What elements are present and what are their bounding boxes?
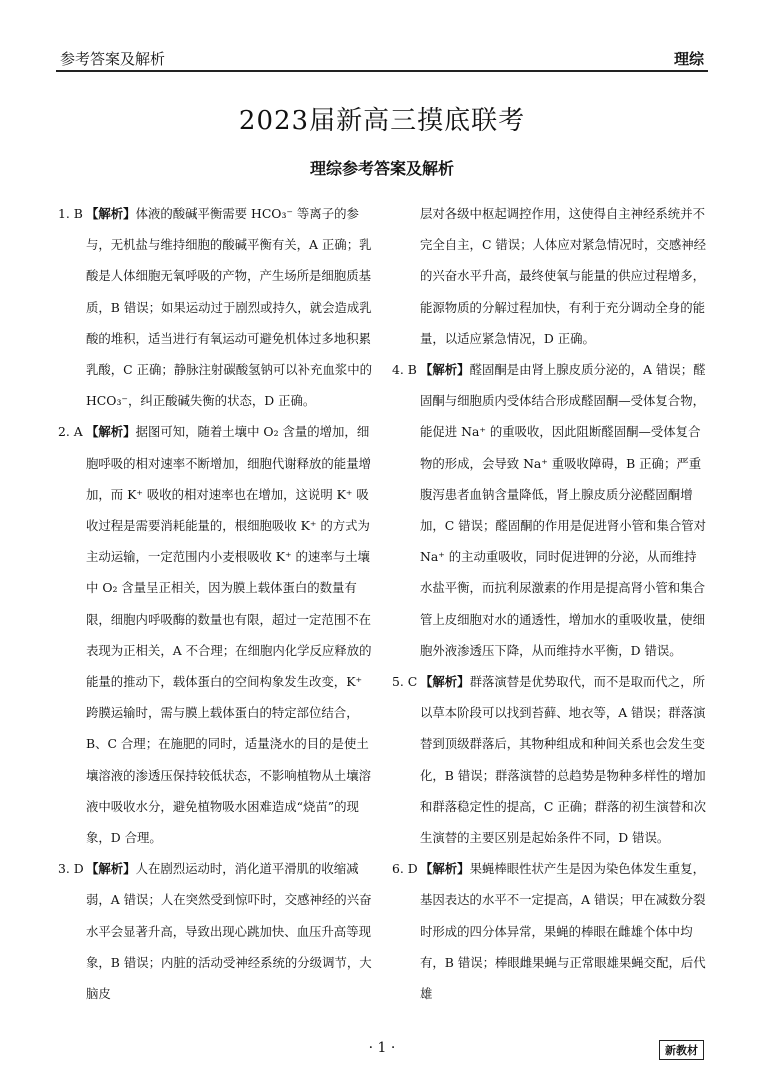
answer-text: 醛固酮是由肾上腺皮质分泌的，A 错误；醛固酮与细胞质内受体结合形成醛固酮—受体复合物，能促进 Na⁺ 的重吸收，因此阻断醛固酮—受体复合物的形成，会导致 Na⁺ 重吸收障碍，B 正确；严重腹泻患者血钠含量降低，肾上腺皮质分泌醛固酮增加，C 错误；醛固酮的作用是促进肾小管和集合管对 Na⁺ 的主动重吸收，同时促进钾的分泌，从而维持水盐平衡，而抗利尿激素的作用是提高肾小管和集合管上皮细胞对水的通透性，增加水的重吸收量，使细胞外液渗透压下降，从而维持水平衡，D 错误。 xyxy=(420,362,707,658)
answer-number: 4. B xyxy=(392,362,417,378)
analysis-tag: 【解析】 xyxy=(420,362,470,378)
header-left-text: 参考答案及解析 xyxy=(60,50,166,68)
answer-item xyxy=(392,853,708,1009)
analysis-tag: 【解析】 xyxy=(86,206,136,221)
answer-item xyxy=(392,354,708,666)
header-subject: 理综 xyxy=(673,50,704,68)
answer-text: 人在剧烈运动时，消化道平滑肌的收缩减弱，A 错误；人在突然受到惊吓时，交感神经的兴奋水平会显著升高，导致出现心跳加快、血压升高等现象，B 错误；内脏的活动受神经系统的分级调节，大脑皮 xyxy=(86,861,372,1002)
answer-text: 群落演替是优势取代，而不是取而代之，所以草本阶段可以找到苔藓、地衣等，A 错误；群落演替到顶级群落后，其物种组成和种间关系也会发生变化，B 错误；群落演替的总趋势是物种多样性的增加和群落稳定性的提高，C 正确；群落的初生演替和次生演替的主要区别是起始条件不同，D 错误。 xyxy=(420,674,707,846)
answer-item xyxy=(58,198,374,416)
header-rule xyxy=(56,70,708,72)
left-column xyxy=(58,198,374,1009)
answer-number: 3. D xyxy=(58,861,84,877)
answer-text: 据图可知，随着土壤中 O₂ 含量的增加，细胞呼吸的相对速率不断增加，细胞代谢释放的能量增加，而 K⁺ 吸收的相对速率也在增加，这说明 K⁺ 吸收过程是需要消耗能量的，根细胞吸收 K⁺ 的方式为主动运输，一定范围内小麦根吸收 K⁺ 的速率与土壤中 O₂ 含量呈正相关，因为膜上载体蛋白的数量有限，细胞内呼吸酶的数量也有限，超过一定范围不在表现为正相关，A 不合理；在细胞内化学反应释放的能量的推动下，载体蛋白的空间构象发生改变，K⁺ 跨膜运输时，需与膜上载体蛋白的特定部位结合，B、C 合理；在施肥的同时，适量浇水的目的是使土壤溶液的渗透压保持较低状态，不影响植物从土壤溶液中吸收水分，避免植物吸水困难造成“烧苗”的现象，D 合理。 xyxy=(86,424,372,846)
answer-number: 6. D xyxy=(392,861,418,877)
answer-item xyxy=(58,853,374,1009)
answer-number: 5. C xyxy=(392,674,418,690)
right-column xyxy=(392,198,708,1009)
answer-item-continued xyxy=(392,198,708,354)
answer-item xyxy=(58,416,374,853)
analysis-tag: 【解析】 xyxy=(86,424,136,440)
answer-text: 果蝇棒眼性状产生是因为染色体发生重复，基因表达的水平不一定提高，A 错误；甲在减数分裂时形成的四分体异常，果蝇的棒眼在雌雄个体中均有，B 错误；棒眼雌果蝇与正常眼雄果蝇交配，后代雄 xyxy=(420,861,706,1002)
analysis-tag: 【解析】 xyxy=(420,861,470,877)
page-title: 2023届新高三摸底联考 xyxy=(238,106,526,136)
answer-text: 层对各级中枢起调控作用，这使得自主神经系统并不完全自主，C 错误；人体应对紧急情况时，交感神经的兴奋水平升高，最终使氧与能量的供应过程增多，能源物质的分解过程加快，有利于充分调动全身的能量，以适应紧急情况，D 正确。 xyxy=(420,206,707,346)
analysis-tag: 【解析】 xyxy=(86,861,136,877)
answer-number: 2. A xyxy=(58,424,83,440)
edition-badge: 新教材 xyxy=(659,1040,704,1060)
analysis-tag: 【解析】 xyxy=(420,674,470,690)
answer-text: 体液的酸碱平衡需要 HCO₃⁻ 等离子的参与，无机盐与维持细胞的酸碱平衡有关，A 正确；乳酸是人体细胞无氧呼吸的产物，产生场所是细胞质基质，B 错误；如果运动过于剧烈或持久，就会造成乳酸的堆积，适当进行有氧运动可避免机体过多地积累乳酸，C 正确；静脉注射碳酸氢钠可以补充血浆中的 HCO₃⁻，纠正酸碱失衡的状态，D 正确。 xyxy=(86,206,373,409)
answer-number: 1. B xyxy=(58,206,83,221)
answer-item xyxy=(392,666,708,853)
page-number: · 1 · xyxy=(368,1040,396,1056)
page-subtitle: 理综参考答案及解析 xyxy=(309,159,454,178)
page-header xyxy=(56,46,708,74)
